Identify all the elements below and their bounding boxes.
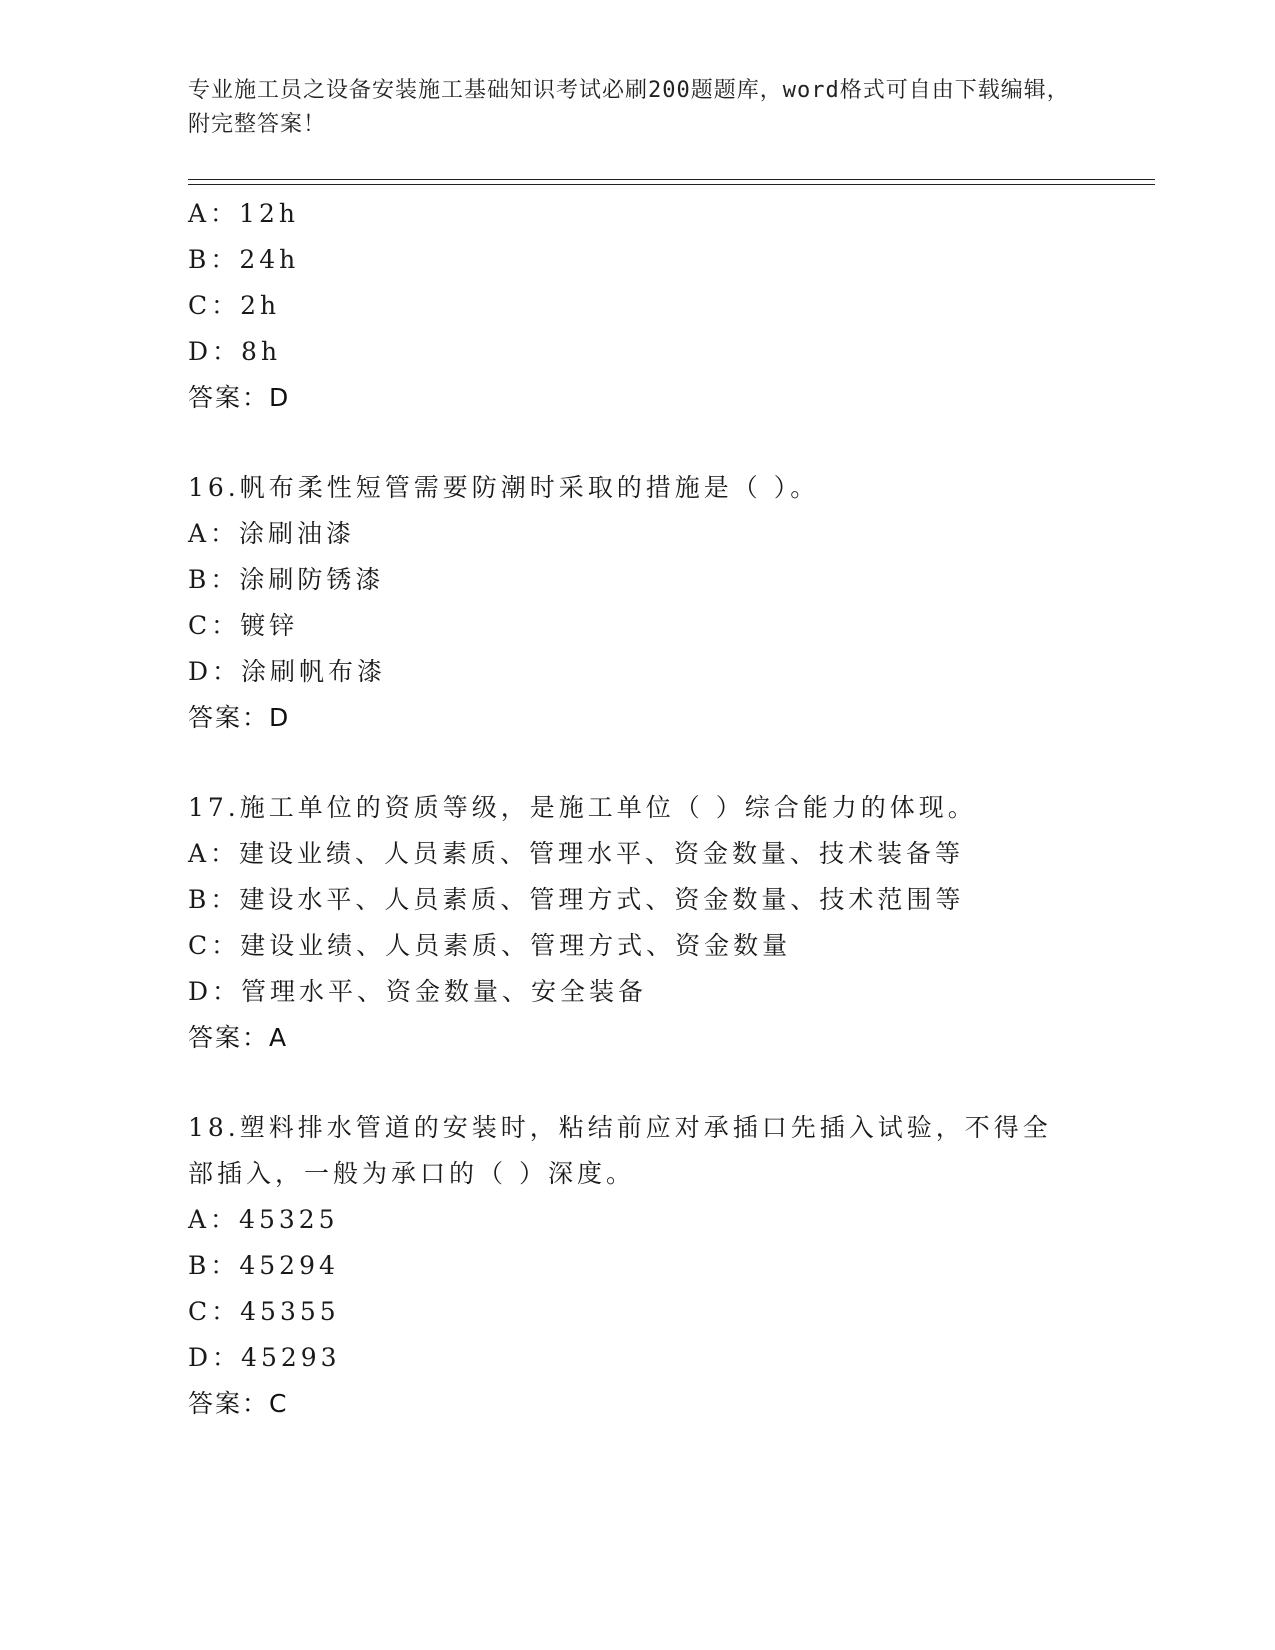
option-a: A：涂刷油漆 (188, 519, 356, 548)
document-header: 专业施工员之设备安装施工基础知识考试必刷200题题库，word格式可自由下载编辑，附完整答案！ (188, 78, 1070, 137)
option-b: B：建设水平、人员素质、管理方式、资金数量、技术范围等 (188, 885, 965, 914)
question-16 (188, 465, 1168, 741)
header-divider-bottom (188, 184, 1155, 185)
option-b: B：24h (188, 245, 300, 274)
option-a: A：45325 (188, 1205, 339, 1234)
option-a: A：建设业绩、人员素质、管理水平、资金数量、技术装备等 (188, 839, 965, 868)
option-b: B：45294 (188, 1251, 339, 1280)
option-d: D：管理水平、资金数量、安全装备 (188, 977, 648, 1006)
question-15 (188, 191, 1168, 421)
question-text: 17.施工单位的资质等级，是施工单位（ ）综合能力的体现。 (188, 793, 977, 822)
answer: 答案：A (188, 1023, 289, 1052)
question-17 (188, 785, 1168, 1061)
answer: 答案：D (188, 383, 291, 412)
question-text: 16.帆布柔性短管需要防潮时采取的措施是（ ）。 (188, 473, 820, 502)
option-c: C：45355 (188, 1297, 340, 1326)
question-18 (188, 1105, 1168, 1427)
answer: 答案：D (188, 703, 291, 732)
question-content (188, 191, 1168, 1427)
option-a: A：12h (188, 199, 299, 228)
option-d: D：8h (188, 337, 282, 366)
question-text: 18.塑料排水管道的安装时，粘结前应对承插口先插入试验，不得全部插入，一般为承口的（ ）深度。 (188, 1113, 1052, 1188)
answer: 答案：C (188, 1389, 289, 1418)
option-d: D：45293 (188, 1343, 341, 1372)
header-divider-top (188, 179, 1155, 180)
option-c: C：建设业绩、人员素质、管理方式、资金数量 (188, 931, 792, 960)
option-b: B：涂刷防锈漆 (188, 565, 385, 594)
option-d: D：涂刷帆布漆 (188, 657, 387, 686)
option-c: C：2h (188, 291, 281, 320)
option-c: C：镀锌 (188, 611, 299, 640)
